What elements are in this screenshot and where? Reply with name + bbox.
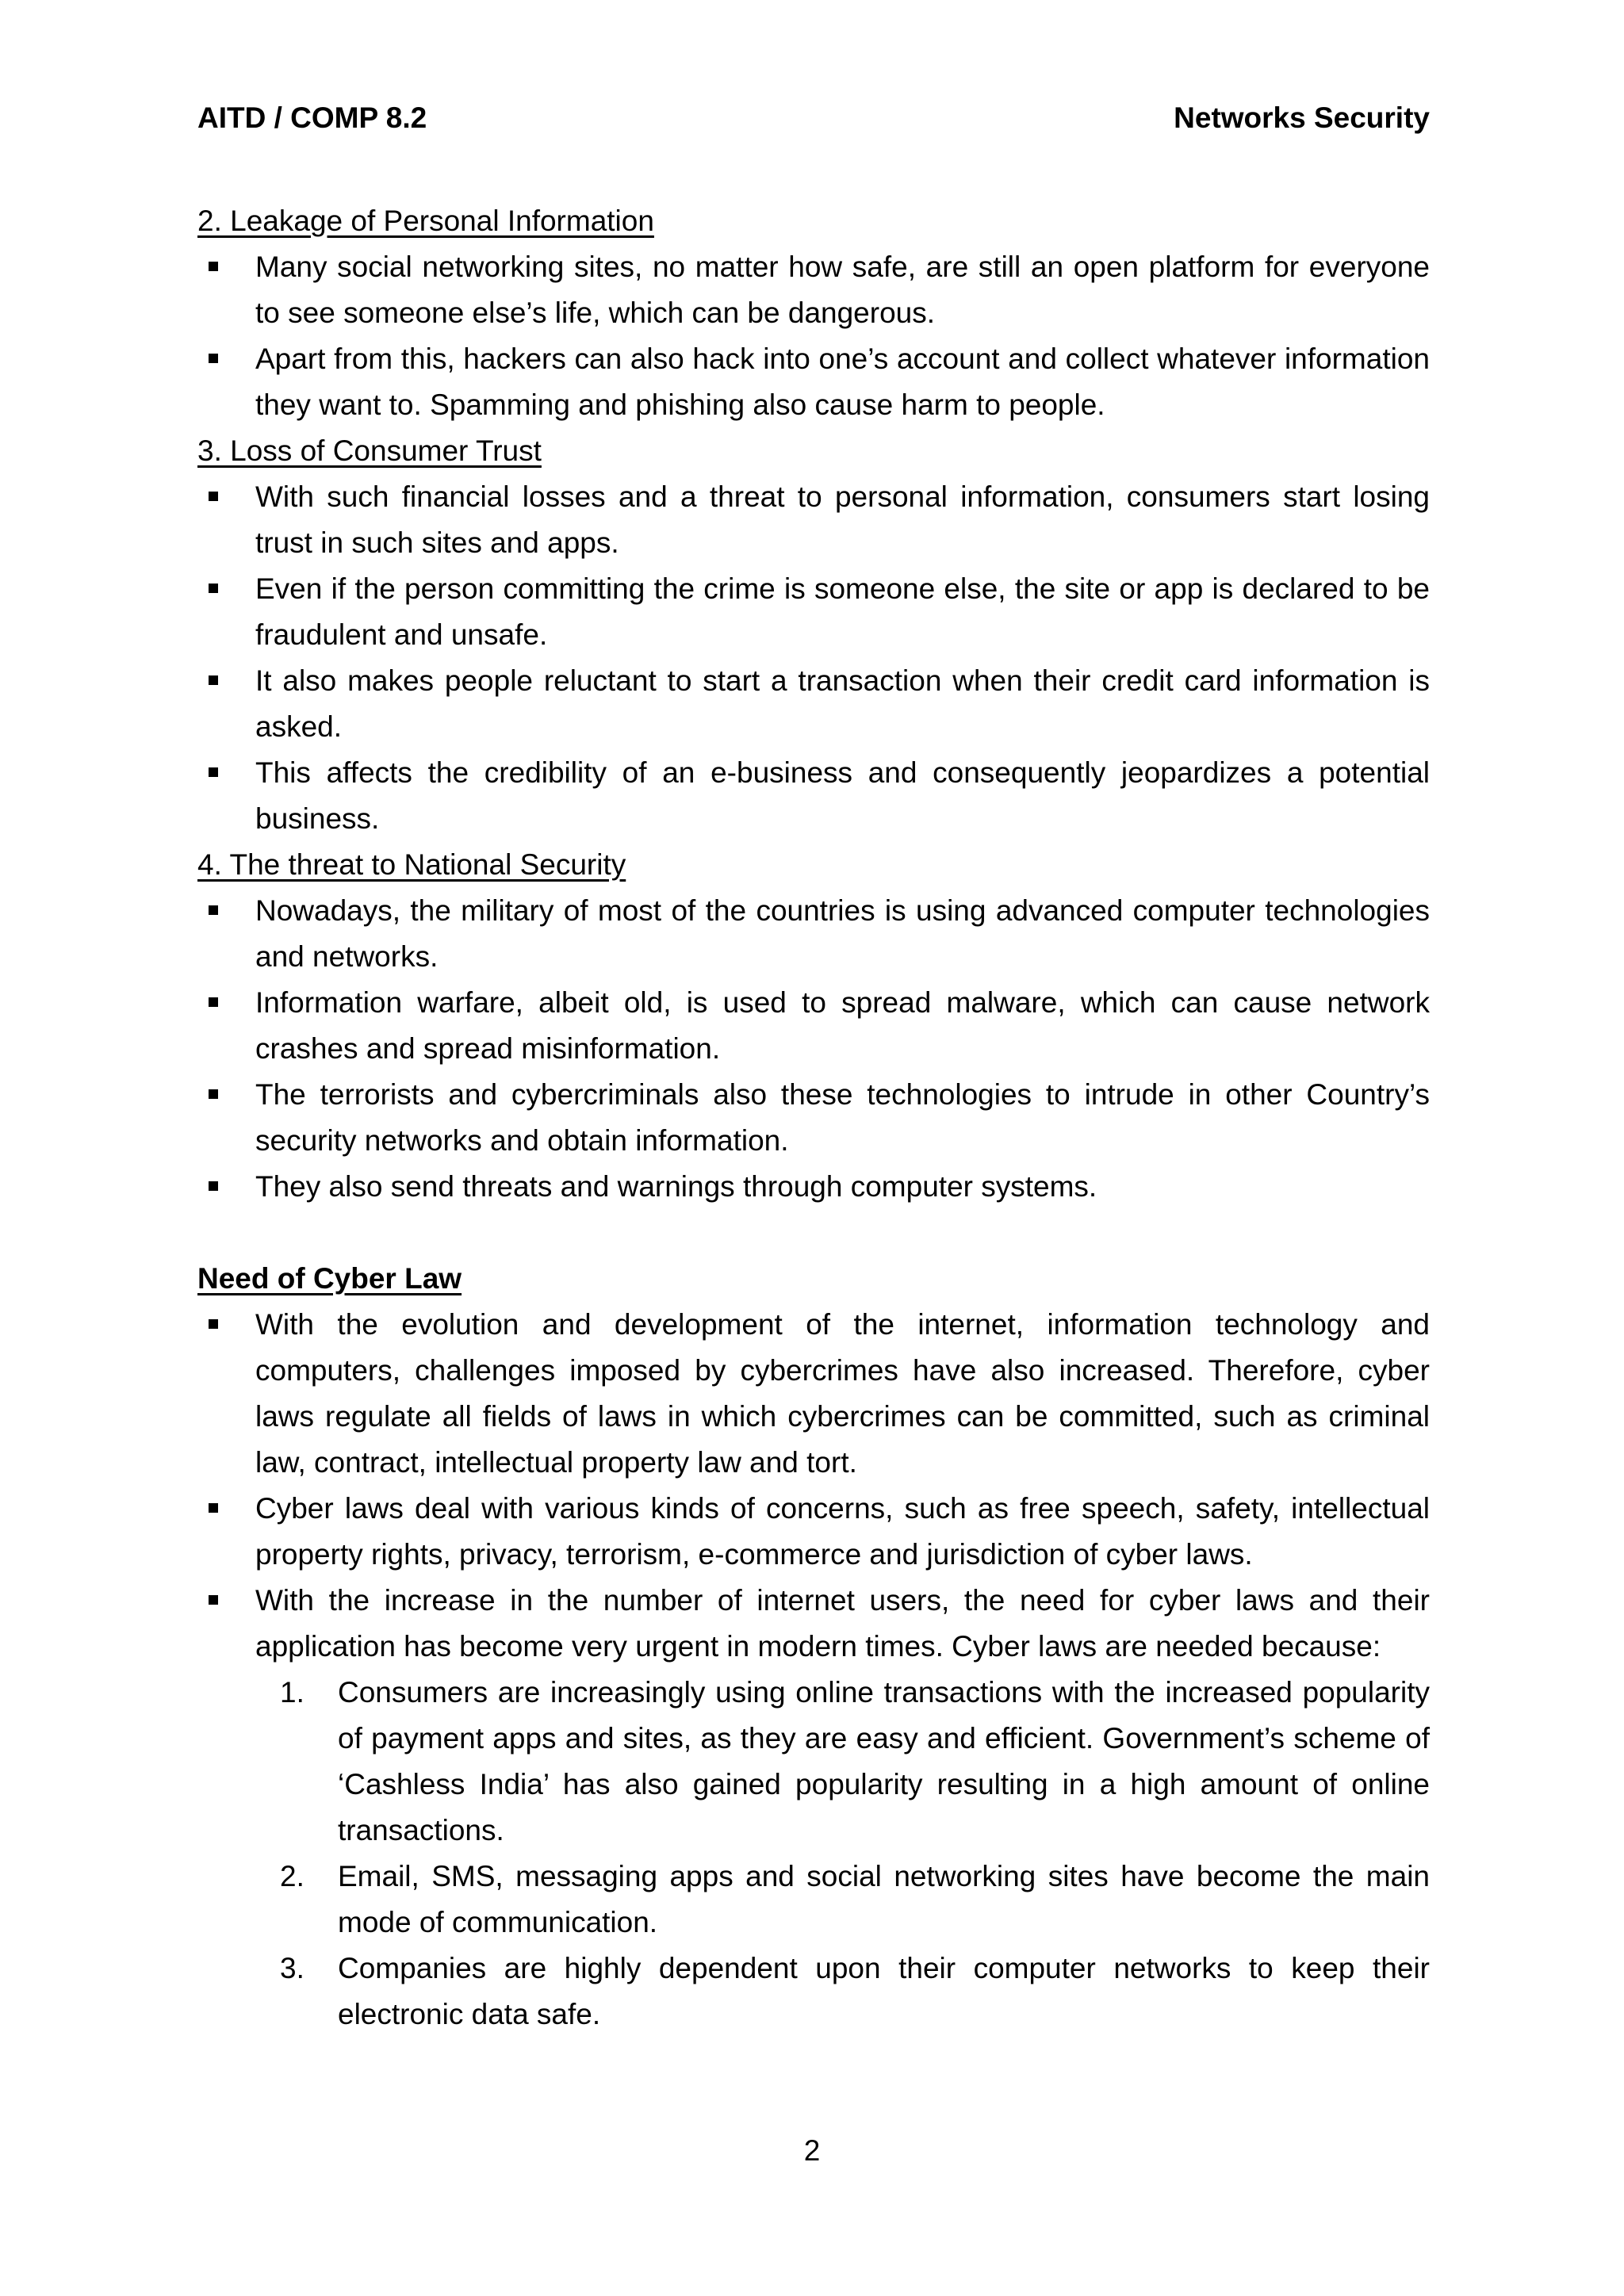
numbered-list-cyber-law-reasons bbox=[197, 1670, 1430, 2038]
bullet-marker bbox=[209, 354, 218, 363]
section-title-national: 4. The threat to National Security bbox=[197, 848, 626, 881]
bullet-list-cyber-law bbox=[197, 1302, 1430, 1670]
section-spacer bbox=[197, 1210, 1430, 1256]
list-item: They also send threats and warnings through computer systems. bbox=[197, 1164, 1430, 1210]
numbered-item: 3. Companies are highly dependent upon their computer networks to keep their electronic data safe. bbox=[280, 1946, 1430, 2038]
numbered-item: 2. Email, SMS, messaging apps and social networking sites have become the main mode of communication. bbox=[280, 1854, 1430, 1946]
bullet-marker bbox=[209, 262, 218, 271]
list-item: It also makes people reluctant to start a transaction when their credit card information is asked. bbox=[197, 658, 1430, 750]
list-item: With the evolution and development of the internet, information technology and computers, challenges imposed by cybercrimes have also increased. Therefore, cyber laws regulate all fields of laws in which cybercrimes can be committed, such as criminal law, contract, intellectual property law and tort. bbox=[197, 1302, 1430, 1486]
list-item: Apart from this, hackers can also hack into one’s account and collect whatever information they want to. Spamming and phishing also cause harm to people. bbox=[197, 336, 1430, 428]
list-item: With such financial losses and a threat to personal information, consumers start losing trust in such sites and apps. bbox=[197, 474, 1430, 566]
page-number: 2 bbox=[803, 2134, 821, 2167]
list-item: Cyber laws deal with various kinds of concerns, such as free speech, safety, intellectual property rights, privacy, terrorism, e-commerce and jurisdiction of cyber laws. bbox=[197, 1486, 1430, 1578]
bullet-marker bbox=[209, 1595, 218, 1605]
bullet-marker bbox=[209, 1319, 218, 1329]
list-item: Nowadays, the military of most of the countries is using advanced computer technologies and networks. bbox=[197, 888, 1430, 980]
list-item: This affects the credibility of an e-business and consequently jeopardizes a potential business. bbox=[197, 750, 1430, 842]
bullet-marker bbox=[209, 997, 218, 1007]
list-item: Many social networking sites, no matter how safe, are still an open platform for everyone to see someone else’s life, which can be dangerous. bbox=[197, 244, 1430, 336]
page-header bbox=[197, 98, 1430, 138]
bullet-marker bbox=[209, 1503, 218, 1513]
numbered-item: 1. Consumers are increasingly using online transactions with the increased popularity of payment apps and sites, as they are easy and efficient. Government’s scheme of ‘Cashless India’ has also gained popularity resulting in a high amount of online transactions. bbox=[280, 1670, 1430, 1854]
item-number: 1. bbox=[280, 1676, 304, 1709]
course-code: AITD / COMP 8.2 bbox=[197, 101, 427, 134]
section-title-leakage: 2. Leakage of Personal Information bbox=[197, 205, 654, 237]
section-title-trust: 3. Loss of Consumer Trust bbox=[197, 434, 542, 467]
bullet-marker bbox=[209, 767, 218, 777]
bullet-marker bbox=[209, 1089, 218, 1099]
item-number: 3. bbox=[280, 1952, 304, 1984]
bullet-marker bbox=[209, 1181, 218, 1191]
bullet-marker bbox=[209, 584, 218, 593]
document-title: Networks Security bbox=[1174, 101, 1430, 134]
item-number: 2. bbox=[280, 1860, 304, 1892]
bullet-marker bbox=[209, 905, 218, 915]
bullet-marker bbox=[209, 675, 218, 685]
bullet-list-leakage bbox=[197, 244, 1430, 428]
section-title-cyber-law: Need of Cyber Law bbox=[197, 1262, 462, 1295]
bullet-list-national bbox=[197, 888, 1430, 1210]
bullet-marker bbox=[209, 492, 218, 501]
list-item: Information warfare, albeit old, is used to spread malware, which can cause network crashes and spread misinformation. bbox=[197, 980, 1430, 1072]
list-item: With the increase in the number of internet users, the need for cyber laws and their application has become very urgent in modern times. Cyber laws are needed because: bbox=[197, 1578, 1430, 1670]
list-item: Even if the person committing the crime is someone else, the site or app is declared to be fraudulent and unsafe. bbox=[197, 566, 1430, 658]
list-item: The terrorists and cybercriminals also these technologies to intrude in other Country’s security networks and obtain information. bbox=[197, 1072, 1430, 1164]
bullet-list-trust bbox=[197, 474, 1430, 842]
page-content bbox=[197, 198, 1430, 2038]
